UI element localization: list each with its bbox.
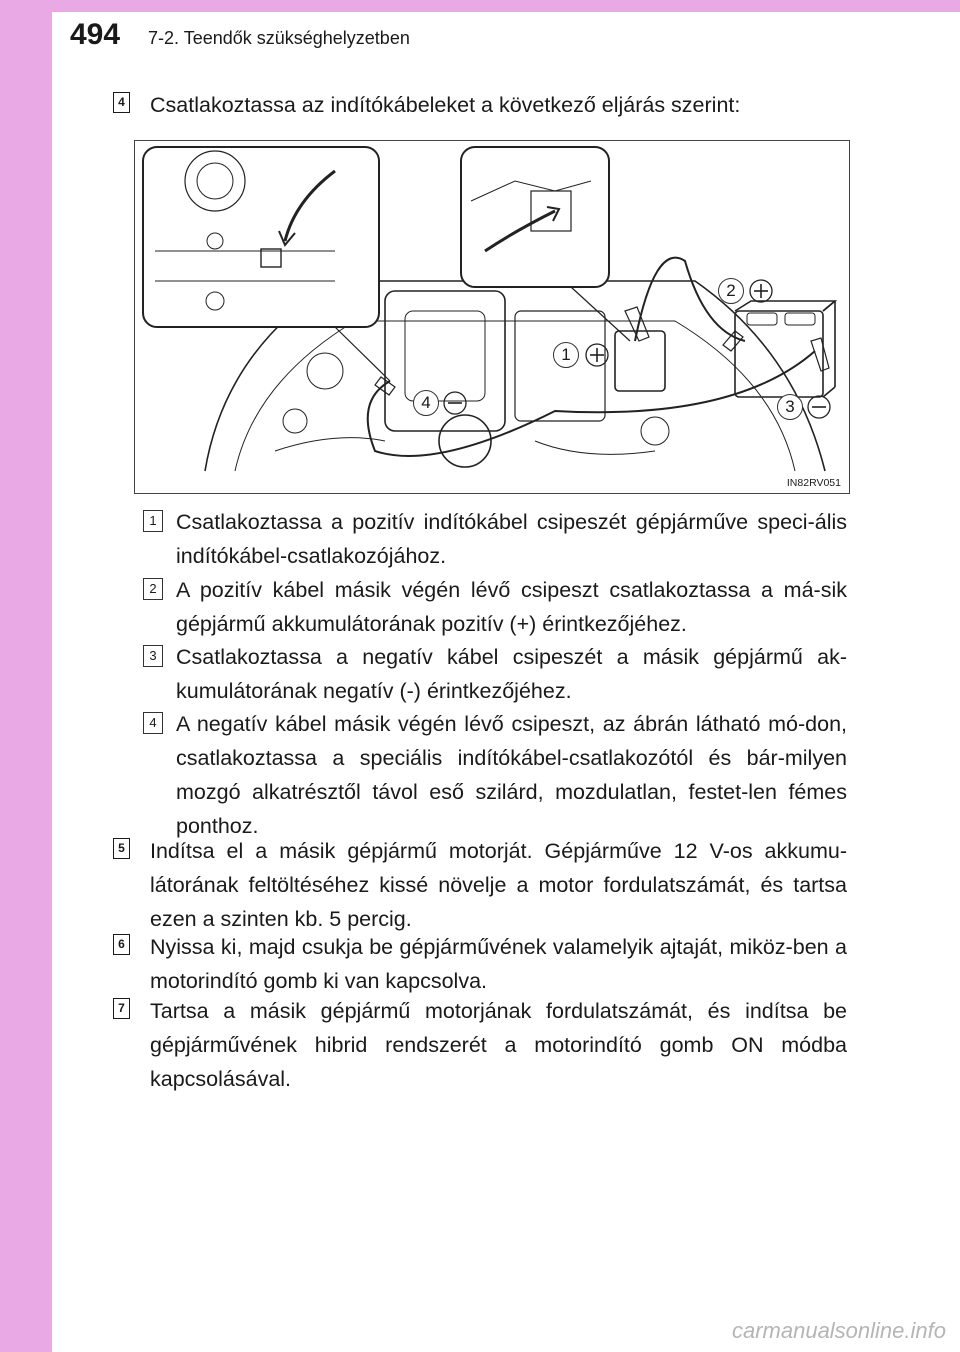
callout-3: 3 <box>777 394 803 420</box>
site-watermark: carmanualsonline.info <box>731 1318 946 1343</box>
substep-1 <box>143 505 847 573</box>
figure-code: IN82RV051 <box>786 477 841 489</box>
step-text: Csatlakoztassa az indítókábeleket a következő eljárás szerint: <box>150 93 741 117</box>
substep-number-badge: 1 <box>143 510 163 532</box>
page-number: 494 <box>70 18 121 51</box>
step-4 <box>113 88 847 122</box>
callout-2: 2 <box>718 278 744 304</box>
substep-4 <box>143 707 847 843</box>
callout-4: 4 <box>413 390 439 416</box>
step-number-badge: 6 <box>113 934 130 955</box>
section-title: 7-2. Teendők szükséghelyzetben <box>148 28 410 48</box>
step-text: Indítsa el a másik gépjármű motorját. Gépjárműve 12 V-os akkumu-látorának feltöltéséhez kissé növelje a motor fordulatszámát, és tartsa ezen a szinten kb. 5 percig. <box>150 839 847 931</box>
step-6 <box>113 930 847 998</box>
step-7 <box>113 994 847 1096</box>
chapter-sidebar-tab <box>0 0 52 1352</box>
engine-bay-drawing <box>135 141 850 494</box>
substep-number-badge: 4 <box>143 712 163 734</box>
substep-text: A pozitív kábel másik végén lévő csipeszt csatlakoztassa a má-sik gépjármű akkumulátorának pozitív (+) érintkezőjéhez. <box>176 578 847 636</box>
jump-start-illustration <box>134 140 850 494</box>
substep-text: Csatlakoztassa a pozitív indítókábel csipeszét gépjárműve speci-ális indítókábel-csatlakozójához. <box>176 510 847 568</box>
substep-number-badge: 2 <box>143 578 163 600</box>
step-number-badge: 4 <box>113 92 130 113</box>
header-band <box>52 0 960 12</box>
substep-3 <box>143 640 847 708</box>
substep-number-badge: 3 <box>143 645 163 667</box>
step-number-badge: 7 <box>113 998 130 1019</box>
substep-text: A negatív kábel másik végén lévő csipeszt, az ábrán látható mó-don, csatlakoztassa a speciális indítókábel-csatlakozótól és bár-milyen mozgó alkatrésztől távol eső szilárd, mozdulatlan, festet-len fémes ponthoz. <box>176 712 847 838</box>
callout-1: 1 <box>553 342 579 368</box>
substep-2 <box>143 573 847 641</box>
step-number-badge: 5 <box>113 838 130 859</box>
step-5 <box>113 834 847 936</box>
step-text: Nyissa ki, majd csukja be gépjárművének valamelyik ajtaját, miköz-ben a motorindító gomb ki van kapcsolva. <box>150 935 847 993</box>
step-text: Tartsa a másik gépjármű motorjának fordulatszámát, és indítsa be gépjárművének hibrid rendszerét a motorindító gomb ON módba kapcsolásával. <box>150 999 847 1091</box>
substep-text: Csatlakoztassa a negatív kábel csipeszét a másik gépjármű ak-kumulátorának negatív (-) érintkezőjéhez. <box>176 645 847 703</box>
